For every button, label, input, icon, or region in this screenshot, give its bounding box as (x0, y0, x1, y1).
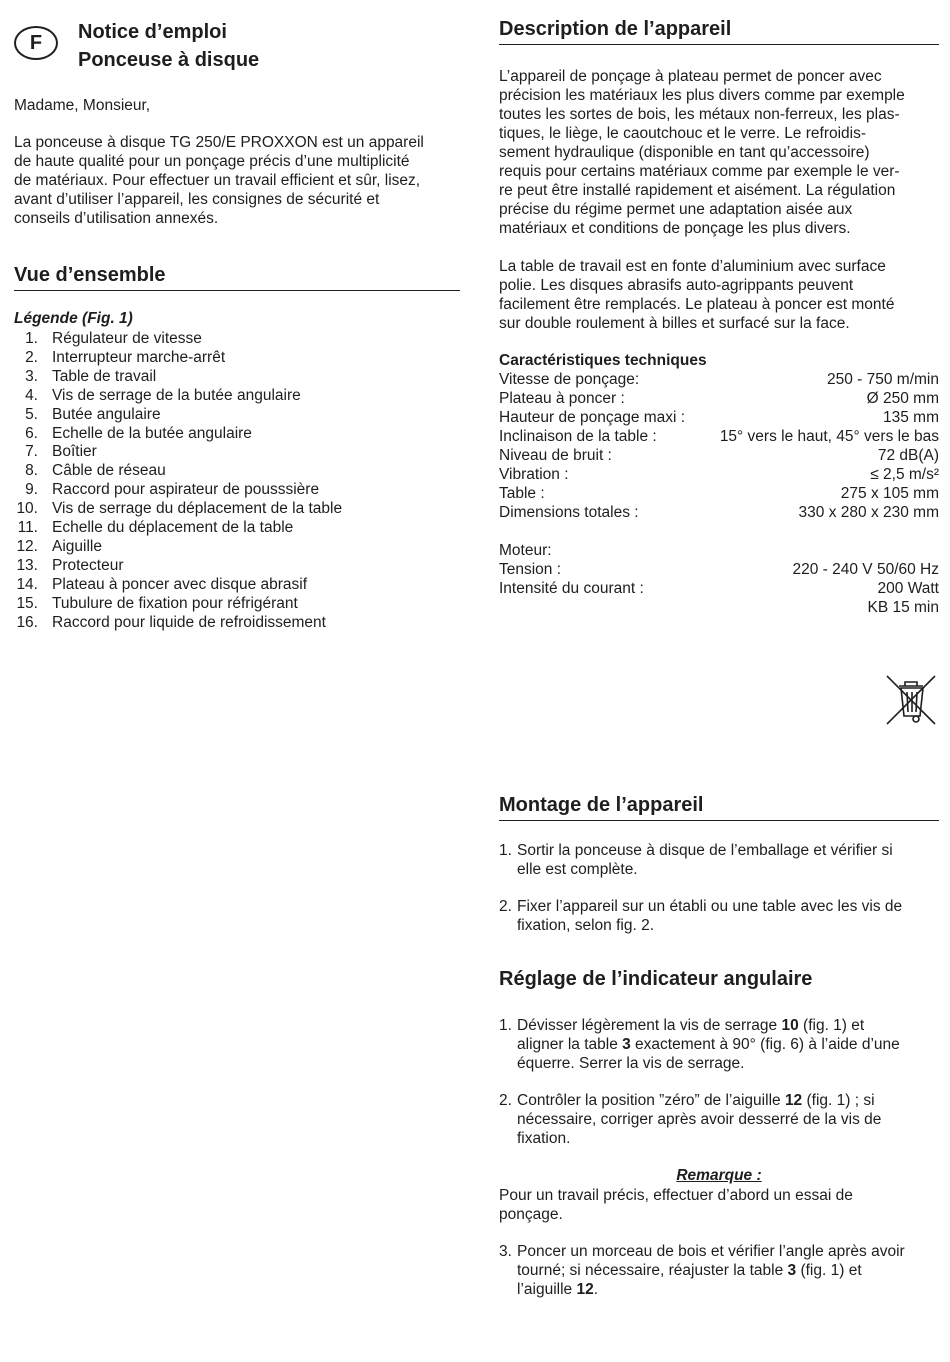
step-line: Dévisser légèrement la vis de serrage 10 (fig. 1) et (517, 1017, 865, 1034)
remark-line: Pour un travail précis, effectuer d’abord un essai de (499, 1187, 853, 1204)
legend-item (14, 557, 460, 576)
step-line: fixation, selon fig. 2. (517, 917, 654, 934)
spec-label: Vibration : (499, 466, 569, 483)
step-text (517, 1091, 881, 1148)
description-line: tiques, le liège, le caoutchouc et le verre. Le refroidis- (499, 125, 867, 142)
legend-text: Vis de serrage de la butée angulaire (52, 386, 301, 404)
spec-row (499, 560, 939, 579)
spec-value: 72 dB(A) (877, 447, 939, 464)
left-column (14, 14, 460, 633)
legend-item (14, 500, 460, 519)
spec-row (499, 389, 939, 408)
montage-section (499, 792, 939, 935)
legend-number: 6. (25, 424, 38, 442)
spec-row (499, 579, 939, 598)
description-line: matériaux et conditions de ponçage les plus divers. (499, 220, 851, 237)
overview-heading: Vue d’ensemble (14, 262, 460, 291)
spec-value: ≤ 2,5 m/s² (870, 466, 939, 483)
legend-item (14, 614, 460, 633)
spec-row (499, 484, 939, 503)
legend-text: Butée angulaire (52, 405, 161, 423)
legend-number: 3. (25, 367, 38, 385)
crossed-out-wheelie-bin-icon (883, 672, 939, 728)
step-text (517, 1016, 900, 1073)
legend-number: 2. (25, 348, 38, 366)
reglage-steps-continued (499, 1242, 939, 1299)
legend-text: Boîtier (52, 443, 97, 461)
step-line: nécessaire, corriger après avoir desserré de la vis de (517, 1111, 882, 1128)
description-line: re peut être installé rapidement et aisément. La régulation (499, 182, 896, 199)
reglage-step (499, 1242, 939, 1299)
legend-item (14, 406, 460, 425)
spec-value: 15° vers le haut, 45° vers le bas (719, 428, 939, 445)
intro-line: conseils d’utilisation annexés. (14, 210, 219, 227)
step-number: 2. (499, 1092, 512, 1109)
legend-text: Interrupteur marche-arrêt (52, 348, 226, 366)
legend-item (14, 481, 460, 500)
step-line: Sortir la ponceuse à disque de l’emballage et vérifier si (517, 842, 893, 859)
step-text (517, 841, 893, 879)
description-line: sement hydraulique (disponible en tant qu’accessoire) (499, 144, 870, 161)
specs-title: Caractéristiques techniques (499, 352, 707, 369)
legend-item (14, 538, 460, 557)
legend-text: Table de travail (52, 367, 157, 385)
reglage-steps (499, 1016, 939, 1148)
spec-value: Ø 250 mm (866, 390, 939, 407)
description-line: sur double roulement à billes et surfacé sur la face. (499, 315, 850, 332)
legend-item (14, 349, 460, 368)
legend-text: Protecteur (52, 556, 124, 574)
legend-item (14, 519, 460, 538)
legend-number: 7. (25, 443, 38, 461)
legend-number: 1. (25, 330, 38, 347)
description-line: toutes les sortes de bois, les métaux non-ferreux, les plas- (499, 106, 900, 123)
step-text (517, 897, 902, 935)
legend-text: Echelle du déplacement de la table (52, 519, 294, 537)
spec-value: 330 x 280 x 230 mm (798, 504, 939, 521)
spec-row (499, 427, 939, 446)
legend-item (14, 462, 460, 481)
reglage-section (499, 966, 939, 1299)
legend-text: Plateau à poncer avec disque abrasif (52, 575, 308, 593)
description-heading: Description de l’appareil (499, 16, 939, 45)
legend-item (14, 425, 460, 444)
legend-number: 9. (25, 481, 38, 499)
reglage-heading: Réglage de l’indicateur angulaire (499, 968, 813, 990)
legend-list (14, 330, 460, 633)
spec-label: Vitesse de ponçage: (499, 371, 640, 388)
legend-item (14, 368, 460, 387)
spec-row (499, 408, 939, 427)
description-line: précision les matériaux les plus divers comme par exemple (499, 87, 905, 104)
spec-row (499, 465, 939, 484)
spec-label: Moteur: (499, 542, 552, 559)
specs-table (499, 370, 939, 617)
legend-item (14, 595, 460, 614)
legend-number: 4. (25, 386, 38, 404)
spec-label: Dimensions totales : (499, 504, 639, 521)
step-number: 1. (499, 1017, 512, 1034)
title-line-2: Ponceuse à disque (78, 49, 260, 71)
legend-number: 13. (16, 556, 38, 574)
legend-text: Tubulure de fixation pour réfrigérant (52, 594, 298, 612)
page-title (78, 18, 259, 74)
spec-label: Inclinaison de la table : (499, 428, 657, 445)
spec-label: Niveau de bruit : (499, 447, 612, 464)
remark-text (499, 1186, 939, 1224)
legend-item (14, 576, 460, 595)
legend-text: Echelle de la butée angulaire (52, 424, 252, 442)
spec-row (499, 503, 939, 522)
legend-text: Raccord pour liquide de refroidissement (52, 613, 326, 631)
spec-value: KB 15 min (867, 599, 939, 616)
step-line: fixation. (517, 1130, 571, 1147)
description-line: polie. Les disques abrasifs auto-agrippants peuvent (499, 277, 854, 294)
title-line-1: Notice d’emploi (78, 21, 227, 43)
spec-spacer (499, 522, 939, 541)
montage-step (499, 841, 939, 879)
montage-step (499, 897, 939, 935)
legend-title: Légende (Fig. 1) (14, 310, 133, 327)
spec-label: Tension : (499, 561, 562, 578)
salutation: Madame, Monsieur, (14, 97, 151, 114)
reglage-step (499, 1091, 939, 1148)
legend-number: 12. (16, 537, 38, 555)
legend-text: Vis de serrage du déplacement de la table (52, 500, 343, 518)
description-line: précise du régime permet une adaptation aisée aux (499, 201, 853, 218)
intro-line: de haute qualité pour un ponçage précis d’une multiplicité (14, 153, 410, 170)
intro-line: avant d’utiliser l’appareil, les consignes de sécurité et (14, 191, 380, 208)
page-header (14, 14, 460, 74)
remark-line: ponçage. (499, 1206, 563, 1223)
spec-label: Plateau à poncer : (499, 390, 625, 407)
right-column (499, 16, 939, 617)
montage-steps (499, 841, 939, 935)
description-line: La table de travail est en fonte d’aluminium avec surface (499, 258, 886, 275)
spec-row (499, 370, 939, 389)
legend-number: 10. (16, 500, 38, 518)
description-paragraph-1 (499, 67, 939, 238)
montage-heading: Montage de l’appareil (499, 792, 939, 821)
step-line: l’aiguille 12. (517, 1281, 599, 1298)
step-number: 3. (499, 1243, 512, 1260)
spec-label: Hauteur de ponçage maxi : (499, 409, 686, 426)
intro-line: de matériaux. Pour effectuer un travail efficient et sûr, lisez, (14, 172, 421, 189)
spec-value: 220 - 240 V 50/60 Hz (792, 561, 939, 578)
legend-number: 14. (16, 575, 38, 593)
step-number: 1. (499, 842, 512, 859)
spec-row (499, 446, 939, 465)
step-line: tourné; si nécessaire, réajuster la table 3 (fig. 1) et (517, 1262, 862, 1279)
spec-row (499, 598, 939, 617)
description-line: requis pour certains matériaux comme par exemple le ver- (499, 163, 900, 180)
legend-number: 5. (25, 405, 38, 423)
description-paragraph-2 (499, 257, 939, 333)
intro-line: La ponceuse à disque TG 250/E PROXXON est un appareil (14, 134, 424, 151)
legend-number: 11. (17, 519, 38, 537)
legend-item (14, 330, 460, 349)
intro-paragraph (14, 133, 460, 228)
legend-text: Raccord pour aspirateur de pousssière (52, 481, 320, 499)
spec-value: 250 - 750 m/min (827, 371, 939, 388)
step-line: Poncer un morceau de bois et vérifier l’angle après avoir (517, 1243, 905, 1260)
description-line: L’appareil de ponçage à plateau permet de poncer avec (499, 68, 882, 85)
legend-number: 8. (25, 462, 38, 480)
legend-number: 15. (16, 594, 38, 612)
step-line: aligner la table 3 exactement à 90° (fig. 6) à l’aide d’une (517, 1036, 900, 1053)
reglage-step (499, 1016, 939, 1073)
spec-label: Intensité du courant : (499, 580, 644, 597)
step-number: 2. (499, 898, 512, 915)
spec-value: 275 x 105 mm (840, 485, 939, 502)
legend-item (14, 443, 460, 462)
legend-number: 16. (16, 613, 38, 631)
language-badge: F (14, 26, 58, 60)
legend-text: Régulateur de vitesse (52, 330, 202, 347)
legend-item (14, 387, 460, 406)
description-line: facilement être remplacés. Le plateau à poncer est monté (499, 296, 895, 313)
step-text (517, 1242, 905, 1299)
step-line: Fixer l’appareil sur un établi ou une table avec les vis de (517, 898, 903, 915)
step-line: Contrôler la position ”zéro” de l’aiguille 12 (fig. 1) ; si (517, 1092, 875, 1109)
spec-value: 135 mm (883, 409, 939, 426)
legend-text: Câble de réseau (52, 462, 166, 480)
step-line: équerre. Serrer la vis de serrage. (517, 1055, 745, 1072)
spec-label: Table : (499, 485, 545, 502)
spec-value: 200 Watt (877, 580, 939, 597)
step-line: elle est complète. (517, 861, 638, 878)
legend-text: Aiguille (52, 537, 102, 555)
remark-title: Remarque : (676, 1167, 762, 1184)
spec-row (499, 541, 939, 560)
